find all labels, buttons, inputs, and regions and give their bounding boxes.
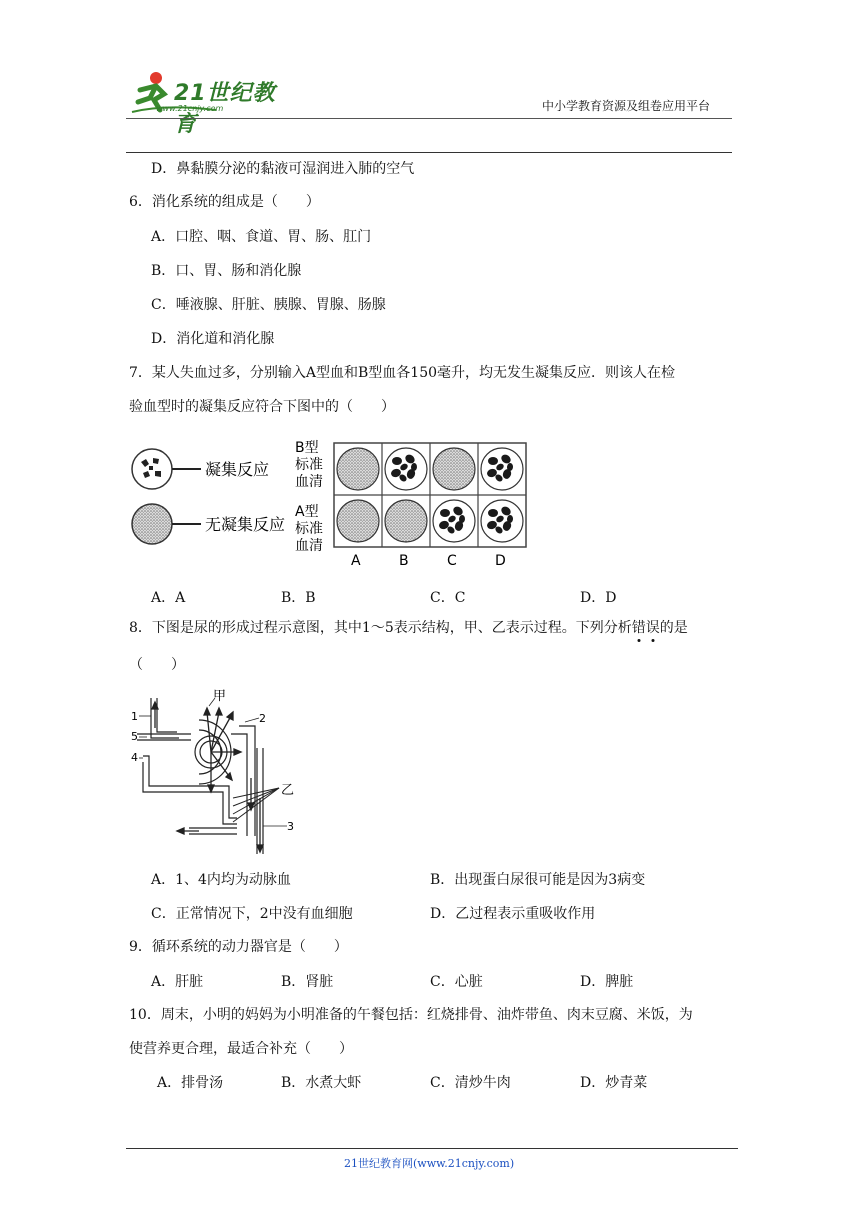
logo-text: 21世纪教育 [174,81,276,137]
sample-a-serum-b [385,500,427,542]
q8-stem-line2: （ ） [129,657,185,673]
q9-stem: 9．循环系统的动力器官是（ ） [129,939,348,955]
q6-option-a: A．口腔、咽、食道、胃、肠、肛门 [151,229,372,245]
q7-option-a: A．A [151,590,186,606]
nephron-diagram [129,688,309,860]
legend-no-agglutination-label: 无凝集反应 [205,515,286,534]
sample-b-serum-a [337,448,379,490]
q10-option-a: A．排骨汤 [157,1075,224,1091]
q6-stem: 6．消化系统的组成是（ ） [129,194,320,210]
row-a-label-2: 标准 [295,521,323,537]
nephron-label-4: 4 [131,751,138,764]
legend-agglutination-label: 凝集反应 [205,460,270,479]
row-a-label-3: 血清 [295,538,323,554]
agglutination-clump [488,457,498,465]
q7-option-c: C．C [430,590,466,606]
nephron-label-2: 2 [259,712,266,725]
q9-option-d: D．脾脏 [580,974,634,990]
column-label-b: B [399,553,409,569]
q8-stem-pre: 8．下图是尿的形成过程示意图，其中1～5表示结构，甲、乙表示过程。下列分析 [129,620,632,636]
q8-stem-line1 [129,619,688,637]
q5-option-d: D．鼻黏膜分泌的黏液可湿润进入肺的空气 [151,161,415,177]
header-right-text: 中小学教育资源及组卷应用平台 [542,99,711,113]
q8-option-b: B．出现蛋白尿很可能是因为3病变 [430,872,646,888]
agglutination-clump [440,509,450,517]
q9-option-b: B．肾脏 [281,974,334,990]
q8-stem-post: 的是 [659,620,688,636]
row-a-label-1: A型 [295,504,319,520]
nephron-label-yi: 乙 [281,783,295,798]
row-b-label-2: 标准 [295,457,323,473]
legend-no-agglutination-sample-icon [132,504,172,544]
q6-option-d: D．消化道和消化腺 [151,331,275,347]
column-label-a: A [351,553,361,569]
nephron-label-1: 1 [131,710,138,723]
row-b-label-1: B型 [295,440,319,456]
nephron-label-jia: 甲 [213,689,227,704]
agglutination-clump [392,457,402,465]
q10-option-d: D．炒青菜 [580,1075,648,1091]
top-rule [126,152,732,153]
q9-option-c: C．心脏 [430,974,483,990]
q10-option-c: C．清炒牛肉 [430,1075,511,1091]
column-label-c: C [447,553,457,569]
logo-url: www.21cnjy.com [156,104,224,113]
site-logo [126,68,296,137]
q8-nephron-figure [129,688,309,860]
q10-stem-line2: 使营养更合理，最适合补充（ ） [129,1041,353,1057]
q7-stem-line2: 验血型时的凝集反应符合下图中的（ ） [129,399,395,415]
q7-stem-line1: 7．某人失血过多，分别输入A型血和B型血各150毫升，均无发生凝集反应．则该人在检 [129,365,676,381]
q7-option-b: B．B [281,590,316,606]
q8-option-c: C．正常情况下，2中没有血细胞 [151,906,353,922]
q10-option-b: B．水煮大虾 [281,1075,362,1091]
column-label-d: D [495,553,506,569]
footer-divider [126,1148,738,1149]
q7-blood-type-figure [129,438,529,570]
q6-option-c: C．唾液腺、肝脏、胰腺、胃腺、肠腺 [151,297,386,313]
header-divider [126,118,732,119]
agglutination-clump [488,509,498,517]
q8-stem-emphasis: 错误 [632,620,660,636]
q9-option-a: A．肝脏 [151,974,204,990]
q6-option-b: B．口、胃、肠和消化腺 [151,263,302,279]
q8-option-a: A．1、4内均为动脉血 [151,872,291,888]
legend-agglutination-sample-icon [132,449,172,489]
row-b-label-3: 血清 [295,474,323,490]
q7-option-d: D．D [580,590,617,606]
nephron-label-3: 3 [287,820,294,833]
sample-a-serum-a [337,500,379,542]
q8-option-d: D．乙过程表示重吸收作用 [430,906,596,922]
nephron-label-5: 5 [131,730,138,743]
q10-stem-line1: 10．周末，小明的妈妈为小明准备的午餐包括：红烧排骨、油炸带鱼、肉末豆腐、米饭，为 [129,1007,693,1023]
blood-type-diagram [129,438,529,570]
footer-text: 21世纪教育网(www.21cnjy.com) [344,1157,515,1170]
sample-b-serum-c [433,448,475,490]
